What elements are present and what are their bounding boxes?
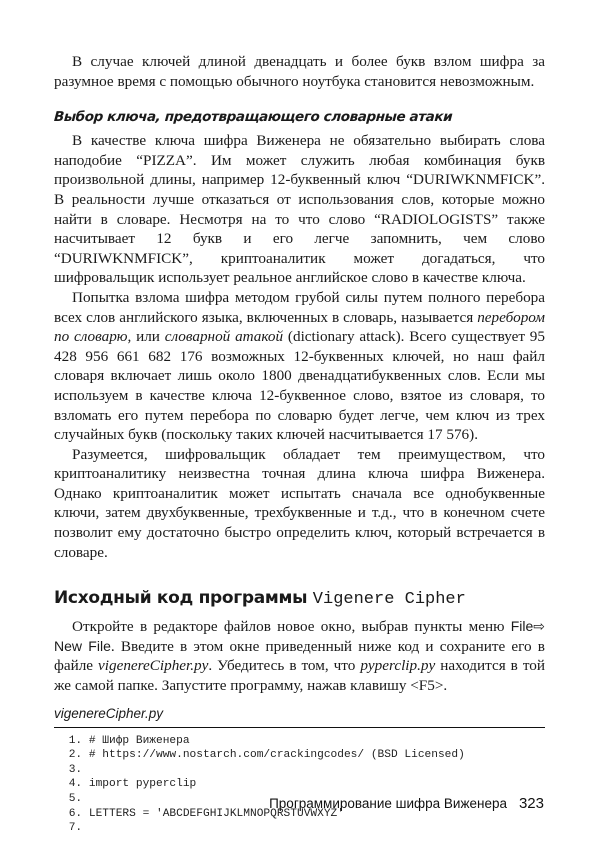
- subsection-heading: Выбор ключа, предотвращающего словарные атаки: [53, 109, 453, 126]
- code-filename: vigenereCipher.py: [54, 705, 164, 721]
- code-line: 3.: [62, 763, 83, 776]
- code-divider: [54, 727, 545, 728]
- paragraph-key-length: Разумеется, шифровальщик обладает тем преимуществом, что криптоаналитику неизвестна точная длина ключа шифра Виженера. Однако криптоаналитик может испытать сначала все однобуквенные ключи, затем двухбуквенные, трехбуквенные и т.д., что в конечном счете позволит ему достаточно быстро определить ключ, который встречается в словаре.: [54, 445, 545, 561]
- paragraph-key-choice: В качестве ключа шифра Виженера не обязательно выбирать слова наподобие “PIZZA”. Им может служить любая комбинация букв произвольной длины, например 12-буквенный ключ “DURIWKNMFICK”. В реальности лучше отказаться от использования слов, которые можно найти в словаре. Несмотря на то что слово “RADIOLOGISTS” также насчитывает 12 букв и его легче запомнить, чем слово “DURIWKNMFICK”, криптоаналитик может догадаться, что шифровальщик использует реальное английское слово в качестве ключа.: [54, 132, 545, 287]
- text: Откройте в редакторе файлов новое окно, выбрав пункты меню: [72, 618, 511, 636]
- running-title: Программирование шифра Виженера: [269, 796, 507, 811]
- code-line: 4. import pyperclip: [62, 778, 197, 791]
- page-number: 323: [518, 795, 544, 812]
- code-line: 6. LETTERS = 'ABCDEFGHIJKLMNOPQRSTUVWXYZ': [62, 807, 344, 820]
- code-line: 2. # https://www.nostarch.com/crackingcodes/ (BSD Licensed): [62, 749, 465, 762]
- page-footer: [269, 795, 544, 812]
- text: . Убедитесь в том, что: [208, 657, 361, 675]
- code-line: 7.: [62, 822, 83, 835]
- menu-path: File⇨ New File: [54, 618, 545, 654]
- term-dictionary-attack: словарной атакой: [164, 328, 284, 346]
- term-dictionary-search: перебором по словарю,: [54, 308, 545, 346]
- text: находится в той же самой папке. Запустите программу, нажав клавишу <F5>.: [54, 657, 545, 695]
- section-heading-text: Исходный код программы: [54, 588, 313, 609]
- section-heading-code: Vigenere Cipher: [312, 590, 466, 610]
- section-heading: [54, 588, 545, 609]
- code-listing: [62, 734, 545, 836]
- file-name-pyperclip: pyperclip.py: [360, 657, 436, 675]
- paragraph-instructions: [54, 617, 545, 695]
- text: Попытка взлома шифра методом грубой силы путем полного перебора всех слов английского языка, включенных в словарь, называется: [54, 288, 545, 326]
- code-line: 5.: [62, 793, 83, 805]
- paragraph-dictionary-attack: [54, 288, 545, 445]
- file-name-vigenere: vigenereCipher.py: [98, 657, 209, 675]
- page-body: [54, 52, 545, 836]
- code-line: 1. # Шифр Виженера: [62, 734, 190, 747]
- text: (dictionary attack). Всего существует 95 428 956 661 682 176 возможных 12-буквенных ключей, но наш файл словаря включает лишь около 1800 двенадцатибуквенных слов. Если мы используем в качестве ключа 12-буквенное слово, взятое из словаря, то взломать его путем перебора по словарю будет легче, чем ключ из трех случайных букв (поскольку таких ключей насчитывается 17 576).: [54, 328, 545, 444]
- intro-paragraph: В случае ключей длиной двенадцать и более букв взлом шифра за разумное время с помощью обычного ноутбука становится невозможным.: [54, 53, 545, 90]
- text: или: [131, 328, 165, 346]
- text: . Введите в этом окне приведенный ниже код и сохраните его в файле: [54, 637, 545, 675]
